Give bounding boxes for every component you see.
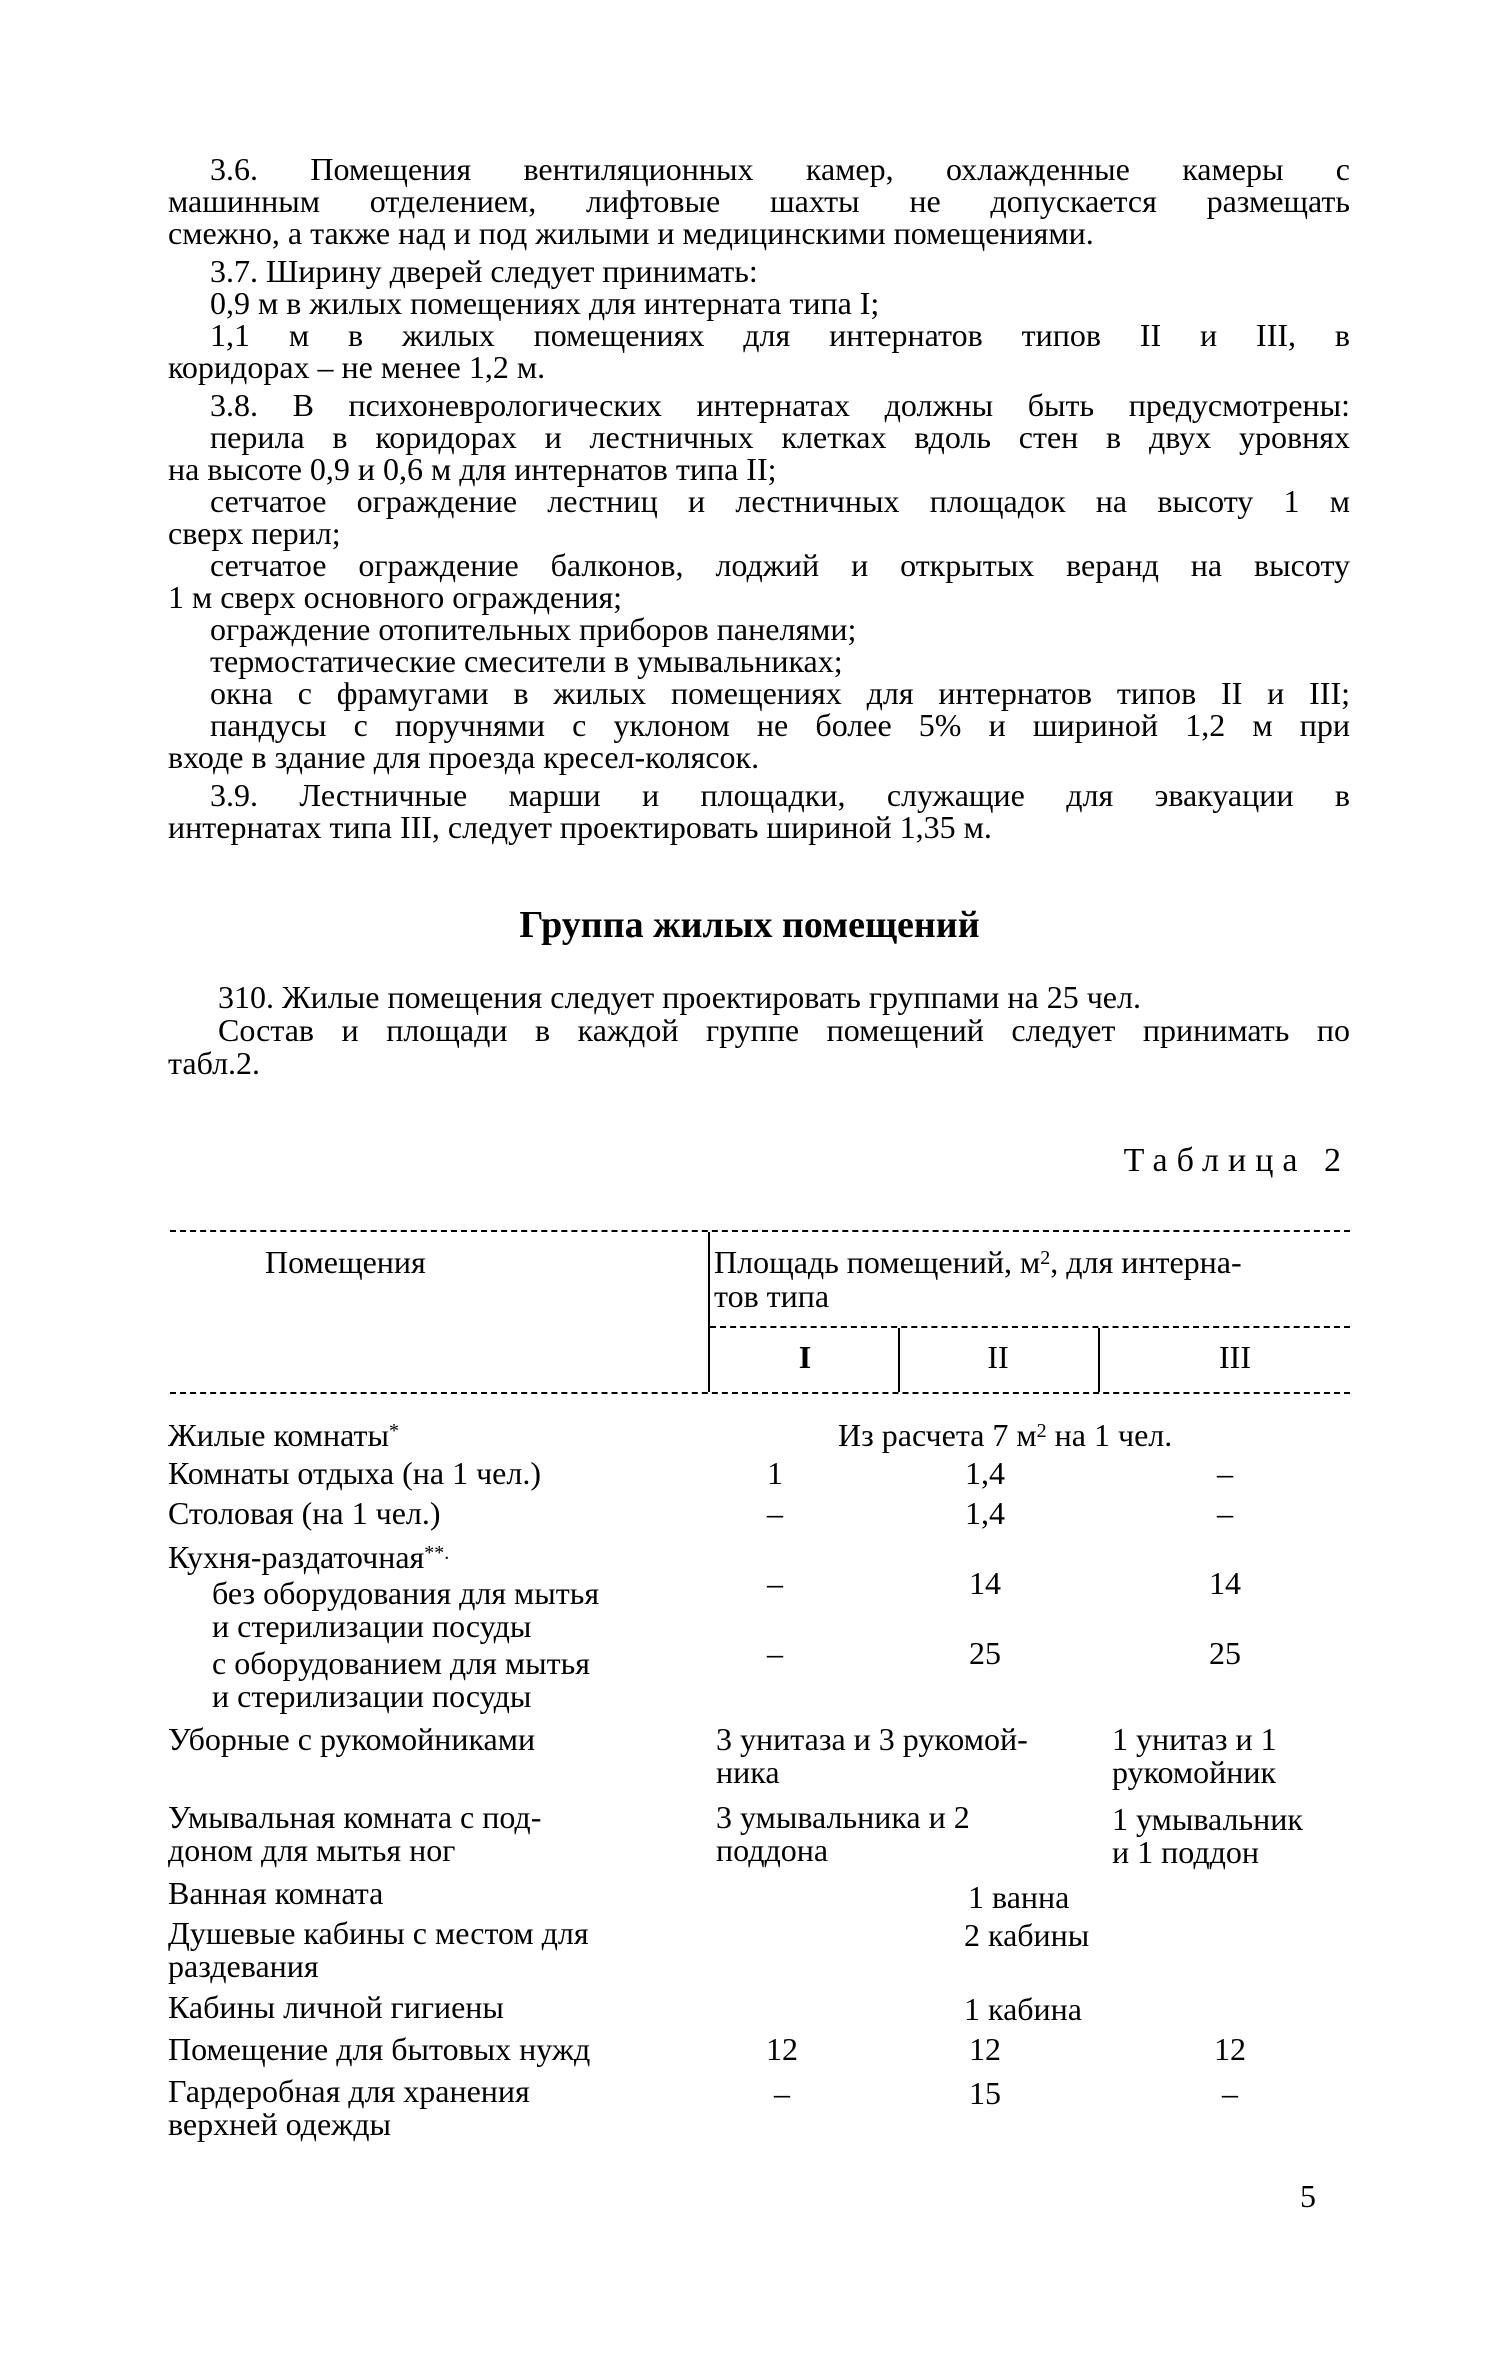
para-3-7-line4: коридорах – не менее 1,2 м.	[168, 349, 546, 385]
para-3-8-line2: перила в коридорах и лестничных клетках вдоль стен в двух уровнях	[210, 419, 1350, 455]
table-cell-type-2: 15	[969, 2075, 1001, 2111]
para-3-9-line2: интернатах типа III, следует проектировать шириной 1,35 м.	[168, 809, 992, 845]
table-subheader-rule	[710, 1326, 1350, 1328]
para-3-6-line1: 3.6. Помещения вентиляционных камер, охлажденные камеры с	[210, 151, 1350, 187]
table-cell-type-2: 1,4	[965, 1455, 1005, 1491]
para-3-7-line2: 0,9 м в жилых помещениях для интерната типа I;	[210, 285, 880, 321]
table-cell-type-1: –	[767, 1565, 783, 1601]
para-3-8-line4: сетчатое ограждение лестниц и лестничных площадок на высоту 1 м	[210, 483, 1350, 519]
table-cell-type-3: –	[1217, 1455, 1233, 1491]
para-3-6-line2: машинным отделением, лифтовые шахты не допускается размещать	[168, 183, 1350, 219]
table-row-name-cont: верхней одежды	[168, 2106, 392, 2142]
para-310-line1: 310. Жилые помещения следует проектировать группами на 25 чел.	[218, 979, 1141, 1015]
table-cell-type-3-cont: рукомойник	[1112, 1754, 1277, 1790]
para-3-8-line3: на высоте 0,9 и 0,6 м для интернатов типа II;	[168, 451, 777, 487]
table-cell-type-1: 1	[767, 1455, 783, 1491]
table-row-name: с оборудованием для мытья	[212, 1645, 590, 1681]
page-number: 5	[1300, 2178, 1316, 2214]
table-row-span: 2 кабины	[964, 1917, 1090, 1953]
column-header-type-3: III	[1219, 1339, 1251, 1375]
table-cell-type-1-2-cont: ника	[716, 1754, 780, 1790]
table-row-name-cont: раздевания	[168, 1948, 319, 1984]
table-row-name-cont: и стерилизации посуды	[212, 1608, 532, 1644]
para-3-8-line8: ограждение отопительных приборов панелями;	[210, 611, 857, 647]
column-header-type-2: II	[987, 1339, 1009, 1375]
para-3-8-line9: термостатические смесители в умывальниках;	[210, 643, 843, 679]
para-310-line2: Состав и площади в каждой группе помещений следует принимать по	[218, 1012, 1350, 1048]
table-row-span: 1 ванна	[968, 1879, 1070, 1915]
para-3-8-line5: сверх перил;	[168, 515, 341, 551]
table-cell-type-3: 12	[1214, 2031, 1246, 2067]
table-row-name: Гардеробная для хранения	[168, 2073, 530, 2109]
table-row-span: 1 кабина	[964, 1991, 1082, 2027]
table-cell-type-1-2: 3 умывальника и 2	[716, 1799, 970, 1835]
table-row-name: Уборные с рукомойниками	[168, 1721, 536, 1757]
table-row-name: Кухня-раздаточная**.	[168, 1539, 450, 1575]
table-type-divider-2	[1098, 1328, 1100, 1392]
table-row-name: Умывальная комната с под-	[168, 1799, 542, 1835]
para-3-7-line3: 1,1 м в жилых помещениях для интернатов типов II и III, в	[210, 317, 1350, 353]
table-cell-type-3: –	[1217, 1495, 1233, 1531]
table-row-name: Помещение для бытовых нужд	[168, 2031, 591, 2067]
table-cell-type-3: –	[1222, 2075, 1238, 2111]
table-cell-type-3: 1 умывальник	[1112, 1801, 1303, 1837]
table-cell-type-1: –	[774, 2075, 790, 2111]
para-3-6-line3: смежно, а также над и под жилыми и медицинскими помещениями.	[168, 215, 1094, 251]
table-cell-type-1: –	[767, 1635, 783, 1671]
para-3-8-line10: окна с фрамугами в жилых помещениях для интернатов типов II и III;	[210, 675, 1350, 711]
table-row-span: Из расчета 7 $м^2$ на 1 чел.	[838, 1417, 1173, 1453]
table-cell-type-2: 12	[969, 2031, 1001, 2067]
table-cell-type-2: 25	[969, 1635, 1001, 1671]
table-row-name-cont: и стерилизации посуды	[212, 1678, 532, 1714]
table-cell-type-3: 14	[1209, 1565, 1241, 1601]
table-row-name: Душевые кабины с местом для	[168, 1915, 589, 1951]
table-row-name: без оборудования для мытья	[212, 1575, 600, 1611]
table-row-name: Ванная комната	[168, 1875, 384, 1911]
table-header-bottom-rule	[170, 1392, 1350, 1394]
table-type-divider-1	[898, 1328, 900, 1392]
table-row-name: Столовая (на 1 чел.)	[168, 1495, 441, 1531]
column-header-area-line2: тов типа	[714, 1278, 830, 1314]
para-3-7-line1: 3.7. Ширину дверей следует принимать:	[210, 253, 758, 289]
table-col-divider	[708, 1232, 710, 1392]
para-3-8-line7: 1 м сверх основного ограждения;	[168, 579, 623, 615]
para-310-line3: табл.2.	[168, 1045, 261, 1081]
table-row-name-cont: доном для мытья ног	[168, 1832, 456, 1868]
section-heading: Группа жилых помещений	[519, 904, 980, 946]
table-cell-type-1: –	[767, 1495, 783, 1531]
table-caption: Таблица 2	[1123, 1142, 1350, 1179]
table-cell-type-1-2-cont: поддона	[716, 1832, 829, 1868]
table-row-name: Комнаты отдыха (на 1 чел.)	[168, 1455, 541, 1491]
para-3-8-line6: сетчатое ограждение балконов, лоджий и открытых веранд на высоту	[210, 547, 1350, 583]
table-cell-type-3-cont: и 1 поддон	[1112, 1834, 1260, 1870]
column-header-rooms: Помещения	[265, 1244, 426, 1280]
table-top-rule	[170, 1230, 1350, 1232]
para-3-8-line11: пандусы с поручнями с уклоном не более 5% и шириной 1,2 м при	[210, 707, 1350, 743]
para-3-8-line12: входе в здание для проезда кресел-колясок.	[168, 739, 760, 775]
table-cell-type-2: 1,4	[965, 1495, 1005, 1531]
para-3-9-line1: 3.9. Лестничные марши и площадки, служащие для эвакуации в	[210, 777, 1350, 813]
table-row-name: Жилые комнаты*	[168, 1417, 400, 1453]
column-header-type-1: I	[798, 1339, 812, 1375]
table-cell-type-1: 12	[766, 2031, 798, 2067]
table-cell-type-1-2: 3 унитаза и 3 рукомой-	[716, 1721, 1028, 1757]
table-cell-type-2: 14	[969, 1565, 1001, 1601]
column-header-area: Площадь помещений, $м^2$, для интерна-	[714, 1244, 1242, 1280]
para-3-8-line1: 3.8. В психоневрологических интернатах должны быть предусмотрены:	[210, 387, 1350, 423]
table-row-name: Кабины личной гигиены	[168, 1989, 504, 2025]
table-cell-type-3: 1 унитаз и 1	[1112, 1721, 1277, 1757]
table-cell-type-3: 25	[1209, 1635, 1241, 1671]
